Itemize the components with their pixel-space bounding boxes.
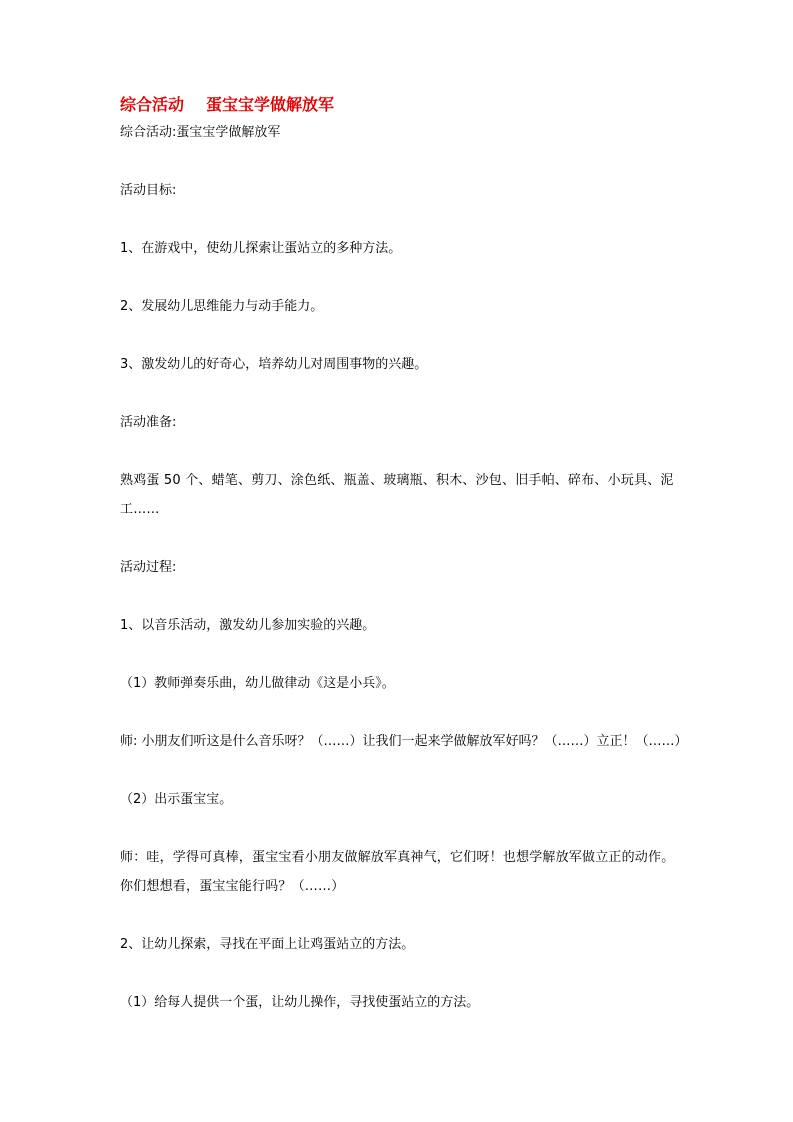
section-heading-goals: 活动目标: xyxy=(120,183,177,198)
title-part-1: 综合活动 xyxy=(120,95,185,114)
title-part-2: 蛋宝宝学做解放军 xyxy=(206,95,335,114)
goal-item-2: 2、发展幼儿思维能力与动手能力。 xyxy=(120,299,324,314)
document-title xyxy=(120,94,334,116)
document-subtitle: 综合活动:蛋宝宝学做解放军 xyxy=(120,125,281,140)
teacher-dialogue-1: 师: 小朋友们听这是什么音乐呀？（……）让我们一起来学做解放军好吗？（……）立正！（……） xyxy=(120,734,688,749)
process-step-1-1: （1）教师弹奏乐曲，幼儿做律动《这是小兵》。 xyxy=(120,676,395,691)
process-step-1: 1、以音乐活动，激发幼儿参加实验的兴趣。 xyxy=(120,618,376,633)
teacher-dialogue-2: 师：哇，学得可真棒，蛋宝宝看小朋友做解放军真神气，它们呀！也想学解放军做立正的动作。你们想想看，蛋宝宝能行吗？（……） xyxy=(120,850,675,894)
process-step-1-2: （2）出示蛋宝宝。 xyxy=(120,792,233,807)
section-heading-preparation: 活动准备: xyxy=(120,415,177,430)
section-heading-process: 活动过程: xyxy=(120,560,177,575)
goal-item-1: 1、在游戏中，使幼儿探索让蛋站立的多种方法。 xyxy=(120,241,402,256)
preparation-materials: 熟鸡蛋 50 个、蜡笔、剪刀、涂色纸、瓶盖、玻璃瓶、积木、沙包、旧手帕、碎布、小玩具、泥工…… xyxy=(120,473,674,517)
process-step-2: 2、让幼儿探索，寻找在平面上让鸡蛋站立的方法。 xyxy=(120,937,415,952)
process-step-2-1: （1）给每人提供一个蛋，让幼儿操作，寻找使蛋站立的方法。 xyxy=(120,995,480,1010)
goal-item-3: 3、激发幼儿的好奇心，培养幼儿对周围事物的兴趣。 xyxy=(120,357,428,372)
